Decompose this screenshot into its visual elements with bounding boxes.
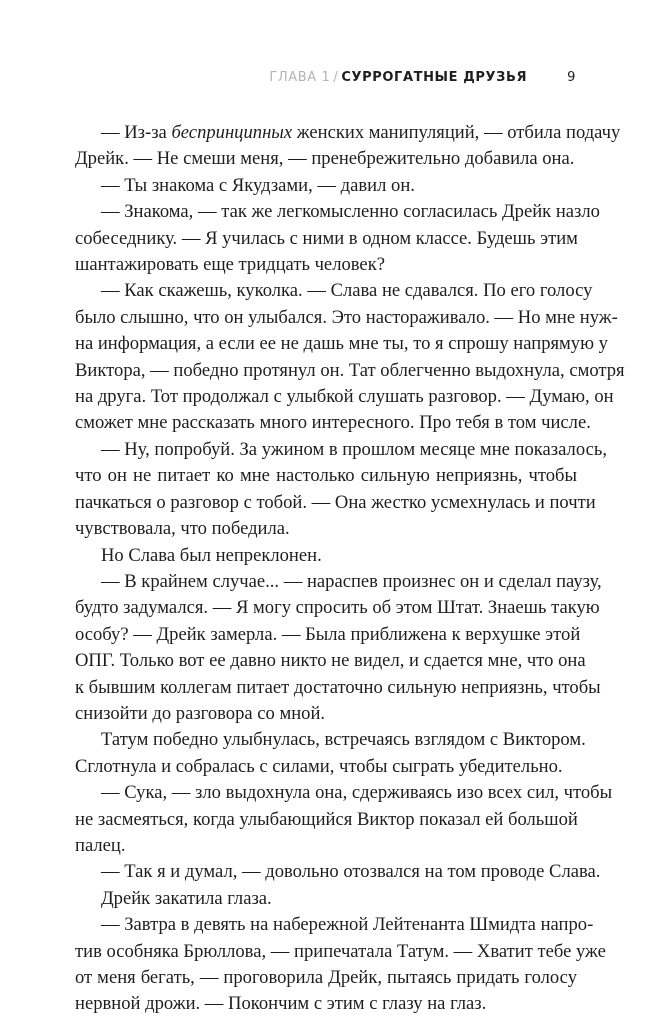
text-line <box>75 648 586 674</box>
text-line <box>75 120 621 146</box>
text-line <box>75 226 577 252</box>
page-number: 9 <box>567 70 576 85</box>
text-run: палец. <box>75 834 126 856</box>
text-line <box>75 516 577 542</box>
body-text <box>75 120 625 1018</box>
text-run: шантажировать еще тридцать человек? <box>75 254 385 276</box>
chapter-title: СУРРОГАТНЫЕ ДРУЗЬЯ <box>341 70 528 85</box>
text-line <box>75 199 600 225</box>
text-run: — Из-за <box>101 122 172 143</box>
text-run: Но Слава был непреклонен. <box>101 544 322 566</box>
text-run: на друга. Тот продолжал с улыбкой слушать разговор. — Думаю, он <box>75 386 614 408</box>
text-line <box>75 859 601 885</box>
text-line <box>75 991 577 1017</box>
text-line <box>75 754 577 780</box>
running-header <box>269 70 576 85</box>
text-line <box>75 384 614 410</box>
text-line <box>75 252 577 278</box>
text-run: сможет мне рассказать много интересного. Про тебя в том числе. <box>75 412 591 434</box>
paragraph <box>75 173 577 199</box>
paragraph <box>75 437 607 543</box>
text-run: ОПГ. Только вот ее давно никто не видел, и сдается мне, что она <box>75 650 586 672</box>
text-line <box>75 939 606 965</box>
text-line <box>75 358 625 384</box>
text-run: — Знакома, — так же легкомысленно согласилась Дрейк назло <box>101 201 600 223</box>
paragraph <box>75 912 606 1018</box>
header-separator: / <box>333 70 339 85</box>
emphasized-word: беспринципных <box>171 122 293 143</box>
text-line <box>75 437 607 463</box>
text-line <box>75 278 593 304</box>
text-run: что он не питает ко мне настолько сильную неприязнь, чтобы <box>75 465 577 487</box>
text-run: — Сука, — зло выдохнула она, сдерживаясь изо всех сил, чтобы <box>101 782 613 804</box>
text-line <box>75 463 577 489</box>
text-line <box>75 622 581 648</box>
text-run: — Так я и думал, — довольно отозвался на том проводе Слава. <box>101 861 601 883</box>
text-line <box>75 780 613 806</box>
text-line <box>75 410 591 436</box>
paragraph <box>75 199 600 278</box>
text-line <box>75 833 577 859</box>
paragraph <box>75 569 602 727</box>
text-line <box>75 543 577 569</box>
text-run: — Как скажешь, куколка. — Слава не сдавался. По его голосу <box>101 280 593 302</box>
paragraph <box>75 120 621 173</box>
text-line <box>75 490 596 516</box>
text-run: будто задумался. — Я могу спросить об этом Штат. Знаешь такую <box>75 597 600 619</box>
text-line <box>75 701 577 727</box>
text-run: снизойти до разговора со мной. <box>75 702 326 724</box>
text-run: — Завтра в девять на набережной Лейтенанта Шмидта напро- <box>101 914 594 936</box>
text-line <box>75 305 618 331</box>
text-run: было слышно, что он улыбался. Это настораживало. — Но мне нуж- <box>75 306 618 328</box>
text-run: собеседнику. — Я училась с ними в одном классе. Будешь этим <box>75 227 578 249</box>
text-line <box>75 675 601 701</box>
text-line <box>75 965 577 991</box>
paragraph <box>75 543 577 569</box>
paragraph <box>75 886 577 912</box>
text-run: от меня бегать, — проговорила Дрейк, пытаясь придать голосу <box>75 967 577 988</box>
text-line <box>75 569 602 595</box>
text-run: пачкаться о разговор с тобой. — Она жестко усмехнулась и почти <box>75 491 596 513</box>
text-run: к бывшим коллегам питает достаточно сильную неприязнь, чтобы <box>75 676 601 698</box>
text-run: нервной дрожи. — Покончим с этим с глазу на глаз. <box>75 993 487 1015</box>
text-run: особу? — Дрейк замерла. — Была приближена к верхушке этой <box>75 623 581 645</box>
text-line <box>75 807 577 833</box>
text-run: чувствовала, что победила. <box>75 518 290 540</box>
text-line <box>75 912 594 938</box>
text-run: Дрейк. — Не смеши меня, — пренебрежительно добавила она. <box>75 148 575 170</box>
text-run: — Ну, попробуй. За ужином в прошлом месяце мне показалось, <box>101 438 607 460</box>
paragraph <box>75 278 625 436</box>
text-run: Виктора, — победно протянул он. Тат облегченно выдохнула, смотря <box>75 359 625 381</box>
text-line <box>75 146 577 172</box>
text-line <box>75 886 577 912</box>
text-line <box>75 331 608 357</box>
paragraph <box>75 780 613 859</box>
paragraph <box>75 859 601 885</box>
text-run: Дрейк закатила глаза. <box>101 887 272 909</box>
text-run: Сглотнула и собралась с силами, чтобы сыграть убедительно. <box>75 755 563 777</box>
text-line <box>75 173 577 199</box>
text-run: — Ты знакома с Якудзами, — давил он. <box>101 174 415 196</box>
text-run: Татум победно улыбнулась, встречаясь взглядом с Виктором. <box>101 729 586 751</box>
text-run: — В крайнем случае... — нараспев произнес он и сделал паузу, <box>101 570 602 592</box>
paragraph <box>75 727 586 780</box>
text-run: на информация, а если ее не дашь мне ты, то я спрошу напрямую у <box>75 333 608 355</box>
text-run: женских манипуляций, — отбила подачу <box>292 122 621 143</box>
chapter-label: ГЛАВА 1 <box>269 70 331 85</box>
text-run: тив особняка Брюллова, — припечатала Татум. — Хватит тебе уже <box>75 940 606 962</box>
text-line <box>75 595 600 621</box>
text-line <box>75 727 586 753</box>
text-run: не засмеяться, когда улыбающийся Виктор показал ей большой <box>75 808 578 830</box>
